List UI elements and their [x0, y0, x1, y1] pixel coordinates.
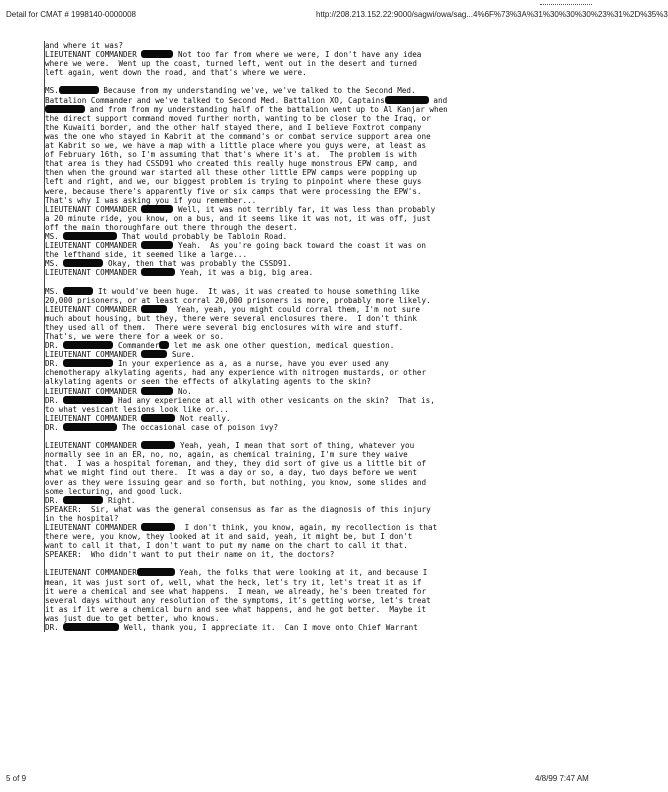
transcript-line: [45, 132, 565, 141]
transcript-text: it were a chemical and see what happens. I mean, we already, he's been treated for: [45, 586, 427, 596]
print-timestamp: 4/8/99 7:47 AM: [535, 774, 589, 783]
transcript-text: a 20 minute ride, you know, on a bus, and it seems like it was not, it was off, just: [45, 213, 431, 223]
transcript-text: and from from my understanding half of the battalion went up to Al Kanjar when: [85, 104, 448, 114]
transcript-text: in the hospital?: [45, 513, 119, 523]
transcript-line: [45, 41, 565, 50]
transcript-text: left again, went down the road, and that's where we were.: [45, 68, 307, 78]
transcript-line: [45, 187, 565, 196]
transcript-text: Not too far from where we were, I don't have any idea: [173, 50, 422, 60]
transcript-line: [45, 159, 565, 168]
header-scribble-mark: [540, 4, 592, 11]
transcript-text: LIEUTENANT COMMANDER: [45, 350, 142, 360]
transcript-text: the Kuwaiti border, and the other half stayed there, and I believe Foxtrot company: [45, 122, 422, 132]
transcript-text: Not really.: [175, 413, 231, 423]
transcript-line: [45, 314, 565, 323]
transcript-text: LIEUTENANT COMMANDER: [45, 568, 137, 578]
transcript-text: were, because there's apparently five or six camps that were processing the EPW's.: [45, 186, 422, 196]
transcript-text: Well, thank you, I appreciate it. Can I move onto Chief Warrant: [119, 623, 418, 632]
transcript-text: LIEUTENANT COMMANDER: [45, 304, 142, 314]
transcript-text: I don't think, you know, again, my recollection is that: [175, 522, 438, 532]
transcript-text: left and right, and we, our biggest problem is trying to pinpoint where these guys: [45, 177, 422, 187]
transcript-line: [45, 468, 565, 477]
transcript-line: [45, 568, 565, 577]
transcript-line: [45, 77, 565, 86]
transcript-line: [45, 59, 565, 68]
redaction-bar: [137, 568, 175, 576]
redaction-bar: [63, 496, 103, 504]
transcript-text: MS.: [45, 231, 64, 241]
transcript-text: MS.: [45, 286, 64, 296]
transcript-line: [45, 387, 565, 396]
transcript-text: Because from my understanding we've, we've talked to the Second Med.: [98, 86, 416, 96]
transcript-line: [45, 250, 565, 259]
transcript-text: at Kabrit so we, we have a map with a little place where you guys were, at least as: [45, 141, 427, 151]
transcript-text: then when the ground war started all these other little EPW camps were popping up: [45, 168, 417, 178]
transcript-text: over as they were issuing gear and so forth, but nothing, you know, some slides and: [45, 477, 427, 487]
transcript-text: Yeah, yeah, you might could corral them, I'm not sure: [167, 304, 420, 314]
redaction-bar: [63, 287, 93, 295]
transcript-line: [45, 287, 565, 296]
transcript-line: [45, 177, 565, 186]
transcript-line: [45, 359, 565, 368]
transcript-line: [45, 377, 565, 386]
transcript-text: normally see in an ER, no, no, again, as chemical training, I'm sure they waive: [45, 450, 408, 460]
transcript-line: [45, 496, 565, 505]
redaction-bar: [385, 96, 429, 104]
transcript-text: they used all of them. There were several big enclosures with wire and stuff.: [45, 322, 404, 332]
transcript-text: LIEUTENANT COMMANDER: [45, 522, 142, 532]
transcript-line: [45, 559, 565, 568]
transcript-text: MS.: [45, 259, 64, 269]
transcript-line: [45, 505, 565, 514]
transcript-line: [45, 268, 565, 277]
transcript-line: [45, 305, 565, 314]
transcript-line: [45, 232, 565, 241]
transcript-body: [44, 41, 565, 632]
transcript-text: want to call it that, I don't want to put my name on the chart to call it that.: [45, 541, 408, 551]
transcript-line: [45, 114, 565, 123]
transcript-text: of February 16th, so I'm assuming that that's where it's at. The problem is with: [45, 150, 417, 160]
transcript-text: LIEUTENANT COMMANDER: [45, 413, 142, 423]
transcript-text: No.: [173, 386, 192, 396]
transcript-line: [45, 332, 565, 341]
transcript-text: and where it was?: [45, 41, 124, 50]
transcript-text: SPEAKER: Who didn't want to put their name on it, the doctors?: [45, 550, 335, 560]
page-number: 5 of 9: [6, 774, 27, 783]
transcript-text: DR.: [45, 623, 64, 632]
transcript-text: Sure.: [167, 350, 195, 360]
transcript-text: mean, it was just sort of, well, what the heck, let's try it, let's treat it as if: [45, 577, 422, 587]
transcript-line: [45, 541, 565, 550]
transcript-line: [45, 96, 565, 105]
transcript-line: [45, 341, 565, 350]
redaction-bar: [141, 305, 167, 313]
transcript-text: several days without any resolution of the symptoms, it's getting worse, let's treat: [45, 595, 431, 605]
transcript-text: SPEAKER: Sir, what was the general consensus as far as the diagnosis of this injury: [45, 504, 431, 514]
transcript-line: [45, 214, 565, 223]
transcript-text: and: [428, 95, 448, 105]
transcript-line: [45, 105, 565, 114]
redaction-bar: [141, 523, 175, 531]
transcript-text: LIEUTENANT COMMANDER: [45, 268, 142, 278]
transcript-line: [45, 587, 565, 596]
transcript-line: [45, 487, 565, 496]
redaction-bar: [141, 268, 175, 276]
redaction-bar: [63, 259, 103, 267]
transcript-line: [45, 623, 565, 632]
transcript-text: Okay, then that was probably the CSSD91.: [103, 259, 292, 269]
transcript-text: was just due to get better, who knows.: [45, 613, 220, 623]
transcript-text: Had any experience at all with other vesicants on the skin? That is,: [113, 395, 435, 405]
transcript-text: DR.: [45, 341, 64, 351]
transcript-text: where we were. Went up the coast, turned left, went out in the desert and turned: [45, 59, 417, 69]
page-header-url: http://208.213.152.22:9000/sagwi/owa/sag...4%6F%73%3A%31%30%30%30%23%31%2D%35%3: [316, 10, 668, 19]
transcript-line: [45, 605, 565, 614]
transcript-text: was the one who stayed in Kabrit at the command's or combat service support area one: [45, 131, 431, 141]
transcript-text: That would probably be Tabloin Road.: [117, 231, 288, 241]
transcript-text: that. I was a hospital foreman, and they, they did sort of give us a little bit of: [45, 459, 427, 469]
transcript-line: [45, 396, 565, 405]
transcript-text: In your experience as a, as a nurse, have you ever used any: [113, 359, 389, 369]
transcript-text: Commander: [113, 341, 160, 351]
transcript-line: [45, 550, 565, 559]
transcript-text: DR.: [45, 395, 64, 405]
transcript-text: Yeah, the folks that were looking at it, and because I: [174, 568, 428, 578]
redaction-bar: [141, 414, 175, 422]
redaction-bar: [141, 205, 173, 213]
transcript-line: [45, 514, 565, 523]
transcript-line: [45, 150, 565, 159]
transcript-line: [45, 241, 565, 250]
redaction-bar: [63, 623, 119, 631]
transcript-text: That's, we were there for a week or so.: [45, 332, 225, 341]
transcript-text: some lecturing, and good luck.: [45, 486, 183, 496]
transcript-line: [45, 350, 565, 359]
transcript-line: [45, 432, 565, 441]
transcript-text: Yeah. As you're going back toward the coast it was on: [173, 241, 426, 251]
redaction-bar: [159, 341, 169, 349]
transcript-line: [45, 205, 565, 214]
transcript-text: let me ask one other question, medical question.: [169, 341, 395, 351]
transcript-text: there were, you know, they looked at it and said, yeah, it might be, but I don't: [45, 532, 413, 542]
transcript-text: LIEUTENANT COMMANDER: [45, 241, 142, 251]
redaction-bar: [45, 105, 85, 113]
transcript-line: [45, 86, 565, 95]
transcript-line: [45, 296, 565, 305]
transcript-text: that area is they had CSSD91 who created this really huge monstrous EPW camp, and: [45, 159, 417, 169]
transcript-text: Yeah, yeah, I mean that sort of thing, whatever you: [175, 441, 415, 451]
transcript-line: [45, 196, 565, 205]
transcript-line: [45, 523, 565, 532]
transcript-text: much about housing, but they, there were several enclosures there. I don't think: [45, 313, 417, 323]
transcript-text: The occasional case of poison ivy?: [117, 422, 279, 432]
transcript-line: [45, 68, 565, 77]
transcript-line: [45, 459, 565, 468]
redaction-bar: [59, 86, 99, 94]
transcript-text: DR.: [45, 422, 64, 432]
transcript-text: LIEUTENANT COMMANDER: [45, 50, 142, 60]
transcript-text: chemotherapy alkylating agents, had any experience with nitrogen mustards, or other: [45, 368, 427, 378]
transcript-text: what we might find out there. It was a day or so, a day, two days before we went: [45, 468, 417, 478]
redaction-bar: [141, 50, 173, 58]
transcript-text: MS.: [45, 86, 59, 96]
transcript-line: [45, 423, 565, 432]
transcript-line: [45, 123, 565, 132]
transcript-text: LIEUTENANT COMMANDER: [45, 204, 142, 214]
redaction-bar: [63, 423, 117, 431]
redaction-bar: [141, 387, 173, 395]
transcript-text: to what vesicant lesions look like or...: [45, 404, 229, 414]
transcript-line: [45, 532, 565, 541]
transcript-text: Right.: [103, 495, 136, 505]
transcript-text: Battalion Commander and we've talked to Second Med. Battalion XO, Captains: [45, 95, 385, 105]
transcript-line: [45, 596, 565, 605]
transcript-text: alkylating agents or seen the effects of alkylating agents to the skin?: [45, 377, 372, 387]
transcript-text: That's why I was asking you if you remember...: [45, 195, 257, 205]
transcript-line: [45, 368, 565, 377]
transcript-line: [45, 277, 565, 286]
transcript-text: Well, it was not terribly far, it was less than probably: [173, 204, 436, 214]
redaction-bar: [141, 241, 173, 249]
transcript-line: [45, 168, 565, 177]
transcript-line: [45, 141, 565, 150]
redaction-bar: [63, 359, 113, 367]
transcript-line: [45, 450, 565, 459]
transcript-text: the direct support command moved further north, wanting to be closer to the Iraq, or: [45, 113, 431, 123]
transcript-text: It would've been huge. It was, it was created to house something like: [93, 286, 420, 296]
page-header-left: Detail for CMAT # 1998140-0000008: [6, 10, 137, 19]
transcript-line: [45, 441, 565, 450]
transcript-line: [45, 405, 565, 414]
redaction-bar: [63, 341, 113, 349]
transcript-text: DR.: [45, 359, 64, 369]
transcript-line: [45, 50, 565, 59]
transcript-text: Yeah, it was a big, big area.: [175, 268, 314, 278]
transcript-line: [45, 223, 565, 232]
transcript-line: [45, 478, 565, 487]
transcript-line: [45, 414, 565, 423]
transcript-text: the lefthand side, it seemed like a large...: [45, 250, 248, 260]
transcript-text: off the main thoroughfare out there through the desert.: [45, 222, 298, 232]
transcript-text: DR.: [45, 495, 64, 505]
transcript-line: [45, 259, 565, 268]
redaction-bar: [141, 441, 175, 449]
transcript-line: [45, 578, 565, 587]
redaction-bar: [63, 232, 117, 240]
transcript-text: LIEUTENANT COMMANDER: [45, 386, 142, 396]
redaction-bar: [63, 396, 113, 404]
transcript-text: 20,000 prisoners, or at least corral 20,000 prisoners is more, probably more likely.: [45, 295, 431, 305]
transcript-text: it as if it were a chemical burn and see what happens, and he got better. Maybe it: [45, 604, 427, 614]
transcript-text: LIEUTENANT COMMANDER: [45, 441, 142, 451]
transcript-line: [45, 323, 565, 332]
redaction-bar: [141, 350, 167, 358]
transcript-line: [45, 614, 565, 623]
